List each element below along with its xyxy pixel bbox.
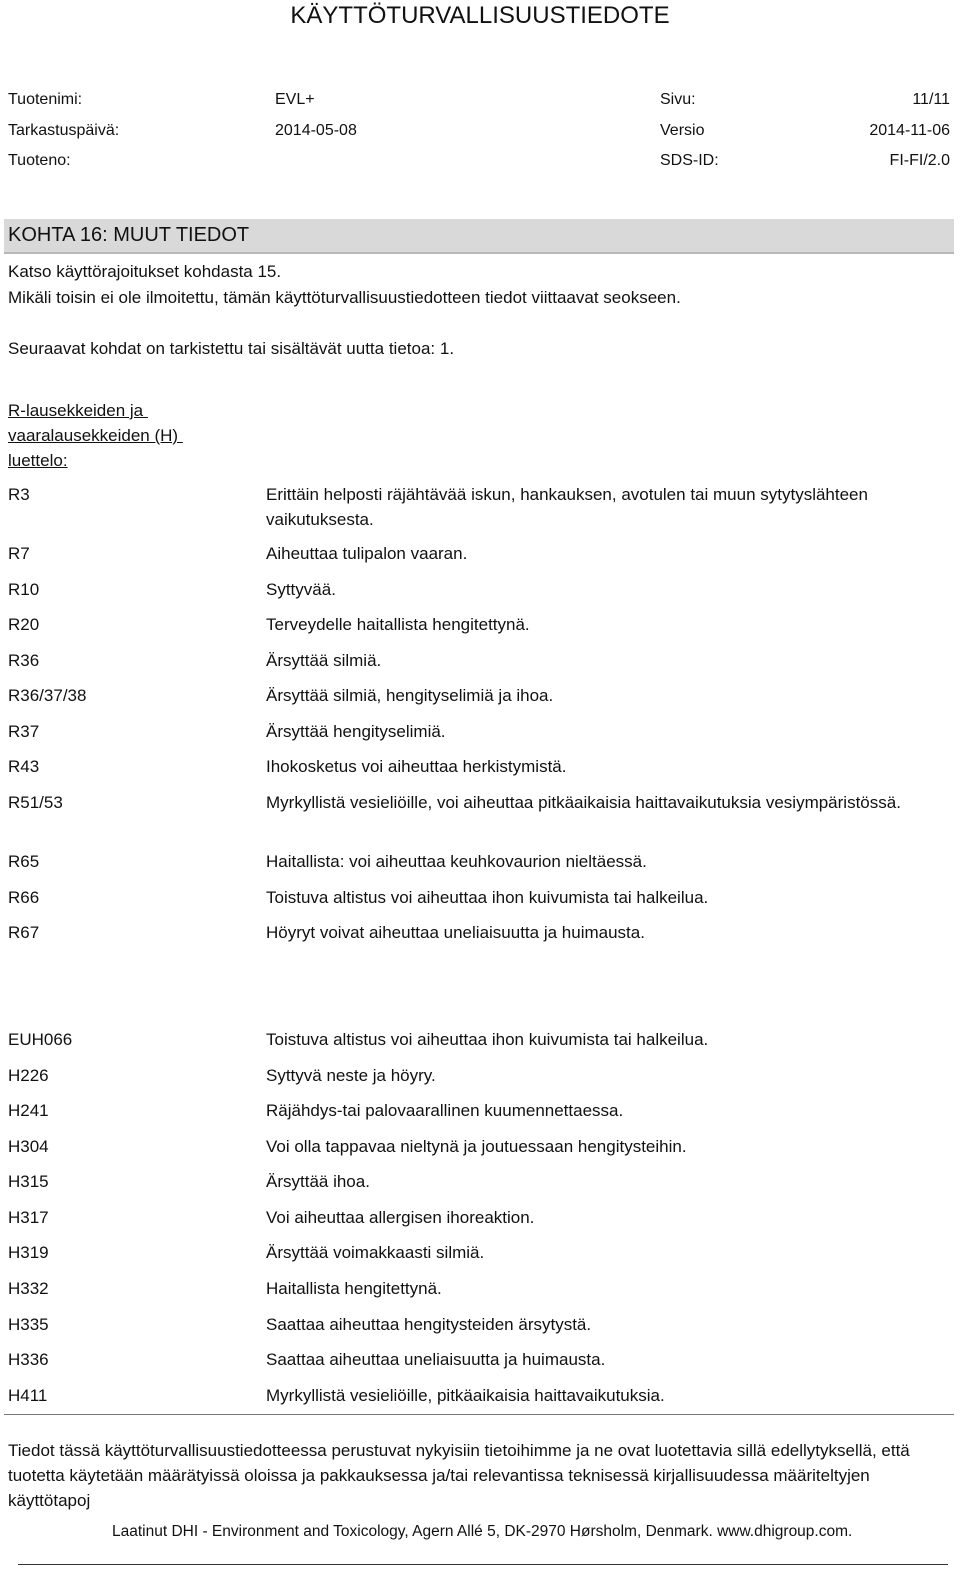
section-title: KOHTA 16: MUUT TIEDOT — [8, 224, 250, 246]
sds-id-value: FI-FI/2.0 — [889, 152, 950, 169]
section-line-3: Seuraavat kohdat on tarkistettu tai sisältävät uutta tietoa: 1. — [8, 339, 455, 358]
section-end-divider — [4, 1414, 954, 1415]
r-phrase-code: R20 — [8, 615, 40, 634]
r-phrase-text: Toistuva altistus voi aiheuttaa ihon kuivumista tai halkeilua. — [266, 888, 709, 907]
h-phrase-code: H336 — [8, 1350, 49, 1369]
r-phrase-code: R66 — [8, 888, 40, 907]
r-phrase-code: R10 — [8, 580, 40, 599]
r-phrase-text: Ihokosketus voi aiheuttaa herkistymistä. — [266, 757, 567, 776]
h-phrase-code: H332 — [8, 1279, 49, 1298]
h-phrase-text: Ärsyttää ihoa. — [266, 1172, 370, 1191]
h-phrase-text: Myrkyllistä vesieliöille, pitkäaikaisia haittavaikutuksia. — [266, 1386, 665, 1405]
r-phrase-text: Ärsyttää silmiä, hengityselimiä ja ihoa. — [266, 686, 554, 705]
h-phrase-code: H304 — [8, 1137, 49, 1156]
r-phrase-text: Aiheuttaa tulipalon vaaran. — [266, 544, 468, 563]
r-phrase-text: Höyryt voivat aiheuttaa uneliaisuutta ja huimausta. — [266, 923, 645, 942]
h-phrase-text: Haitallista hengitettynä. — [266, 1279, 442, 1298]
h-phrase-code: H335 — [8, 1315, 49, 1334]
h-phrase-text: Toistuva altistus voi aiheuttaa ihon kuivumista tai halkeilua. — [266, 1030, 709, 1049]
r-phrase-code: R36 — [8, 651, 40, 670]
product-name-value: EVL+ — [275, 91, 315, 108]
version-value: 2014-11-06 — [869, 122, 950, 139]
page-bottom-divider — [18, 1564, 948, 1565]
h-phrase-code: H411 — [8, 1386, 48, 1405]
r-phrase-text: Erittäin helposti räjähtävää iskun, hankauksen, avotulen tai muun sytytyslähteen vaikutuksesta. — [266, 485, 868, 529]
product-no-label: Tuoteno: — [8, 152, 71, 169]
disclaimer-text: Tiedot tässä käyttöturvallisuustiedotteessa perustuvat nykyisiin tietoihimme ja ne ovat luotettavia sillä edellytyksellä, että tuotetta käytetään määrätyissä oloissa ja pakkauksessa ja/tai relevantissa teknisessä kirjallisuudessa määriteltyjen käyttötapoj — [8, 1441, 910, 1510]
r-phrase-text: Ärsyttää silmiä. — [266, 651, 382, 670]
h-phrase-code: EUH066 — [8, 1030, 73, 1049]
h-phrase-text: Saattaa aiheuttaa hengitysteiden ärsytystä. — [266, 1315, 592, 1334]
section-line-1: Katso käyttörajoitukset kohdasta 15. — [8, 262, 282, 281]
sds-id-label: SDS-ID: — [660, 152, 719, 169]
h-phrase-text: Saattaa aiheuttaa uneliaisuutta ja huimausta. — [266, 1350, 606, 1369]
r-phrase-code: R37 — [8, 722, 40, 741]
publisher-footer: Laatinut DHI - Environment and Toxicology, Agern Allé 5, DK-2970 Hørsholm, Denmark. www.dhigroup.com. — [112, 1523, 853, 1540]
r-phrase-text: Ärsyttää hengityselimiä. — [266, 722, 446, 741]
review-date-value: 2014-05-08 — [275, 122, 357, 139]
h-phrase-code: H319 — [8, 1243, 49, 1262]
r-phrase-code: R36/37/38 — [8, 686, 87, 705]
page-value: 11/11 — [912, 91, 950, 108]
r-phrase-code: R51/53 — [8, 793, 63, 812]
document-title: KÄYTTÖTURVALLISUUSTIEDOTE — [290, 2, 670, 29]
h-phrase-text: Voi olla tappavaa nieltynä ja joutuessaan hengitysteihin. — [266, 1137, 687, 1156]
r-phrase-text: Terveydelle haitallista hengitettynä. — [266, 615, 530, 634]
h-phrase-code: H241 — [8, 1101, 49, 1120]
r-phrase-text: Haitallista: voi aiheuttaa keuhkovaurion nieltäessä. — [266, 852, 647, 871]
section-heading-bar — [4, 219, 954, 254]
version-label: Versio — [660, 122, 705, 139]
h-phrase-text: Ärsyttää voimakkaasti silmiä. — [266, 1243, 485, 1262]
h-phrase-text: Syttyvä neste ja höyry. — [266, 1066, 436, 1085]
h-phrase-code: H317 — [8, 1208, 49, 1227]
section-line-2: Mikäli toisin ei ole ilmoitettu, tämän käyttöturvallisuustiedotteen tiedot viittaavat seokseen. — [8, 288, 681, 307]
r-phrase-text: Myrkyllistä vesieliöille, voi aiheuttaa pitkäaikaisia haittavaikutuksia vesiympäristössä. — [266, 793, 901, 812]
list-heading-line-1: R-lausekkeiden ja — [8, 401, 148, 420]
h-phrase-text: Voi aiheuttaa allergisen ihoreaktion. — [266, 1208, 535, 1227]
r-phrase-code: R3 — [8, 485, 30, 504]
h-phrase-code: H226 — [8, 1066, 49, 1085]
list-heading-line-3: luettelo: — [8, 451, 68, 470]
r-phrase-code: R65 — [8, 852, 40, 871]
product-name-label: Tuotenimi: — [8, 91, 83, 108]
list-heading-line-2: vaaralausekkeiden (H) — [8, 426, 183, 445]
r-phrase-text: Syttyvää. — [266, 580, 336, 599]
r-phrase-code: R67 — [8, 923, 40, 942]
r-phrase-code: R43 — [8, 757, 40, 776]
r-phrase-code: R7 — [8, 544, 30, 563]
review-date-label: Tarkastuspäivä: — [8, 122, 120, 139]
h-phrase-text: Räjähdys-tai palovaarallinen kuumennettaessa. — [266, 1101, 624, 1120]
h-phrase-code: H315 — [8, 1172, 49, 1191]
page-label: Sivu: — [660, 91, 696, 108]
